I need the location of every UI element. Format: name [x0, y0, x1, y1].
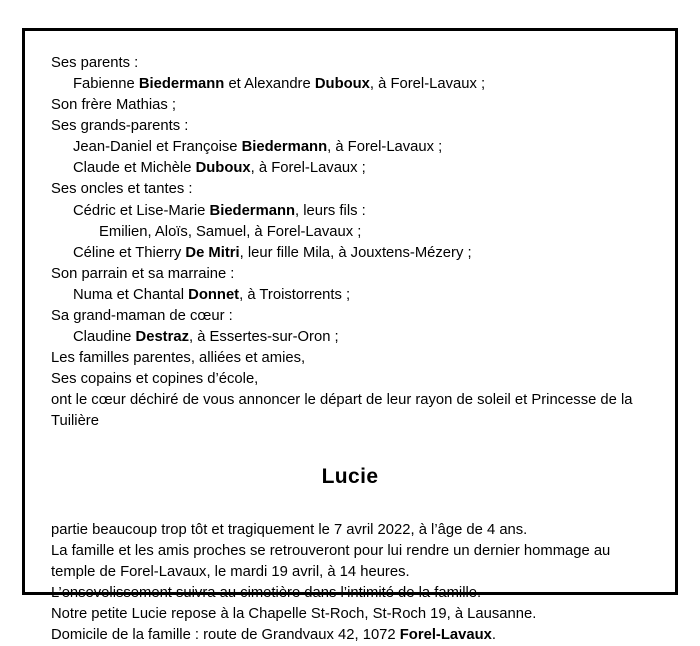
text-run: Emilien, Aloïs, Samuel, à Forel-Lavaux ; — [99, 223, 362, 240]
family-line — [51, 158, 649, 179]
text-run: , à Troistorrents ; — [239, 286, 351, 303]
text-run: Cédric et Lise-Marie — [73, 202, 210, 219]
family-line — [51, 53, 649, 74]
family-line — [51, 327, 649, 348]
text-run: La famille et les amis proches se retrouveront pour lui rendre un dernier hommage au temple de Forel-Lavaux, le mardi 19 avril, à 14 heures. — [51, 543, 615, 581]
closing-line — [51, 604, 649, 625]
emphasis-text: De Mitri — [185, 244, 240, 261]
deceased-name: Lucie — [321, 465, 379, 489]
text-run: Claudine — [73, 329, 136, 346]
text-run: Notre petite Lucie repose à la Chapelle St-Roch, St-Roch 19, à Lausanne. — [51, 606, 537, 623]
family-line — [51, 179, 649, 200]
family-listing — [51, 53, 649, 432]
family-line — [51, 243, 649, 264]
text-run: Les familles parentes, alliées et amies, — [51, 350, 306, 367]
text-run: Sa grand-maman de cœur : — [51, 307, 233, 324]
text-run: Ses oncles et tantes : — [51, 181, 193, 198]
emphasis-text: Biedermann — [138, 76, 225, 93]
notice-body — [25, 31, 675, 646]
family-line — [51, 369, 649, 390]
text-run: Ses parents : — [51, 55, 139, 71]
emphasis-text: Destraz — [135, 329, 189, 346]
closing-line — [51, 520, 649, 541]
family-line — [51, 390, 649, 432]
text-run: partie beaucoup trop tôt et tragiquement le 7 avril 2022, à l’âge de 4 ans. — [51, 522, 528, 539]
text-run: Numa et Chantal — [73, 286, 189, 303]
text-run: et Alexandre — [224, 76, 315, 93]
emphasis-text: Forel-Lavaux — [399, 627, 492, 644]
text-run: , à Forel-Lavaux ; — [369, 76, 486, 93]
family-line — [51, 137, 649, 158]
family-line — [51, 201, 649, 222]
text-run: Fabienne — [73, 76, 139, 93]
emphasis-text: Duboux — [195, 160, 251, 177]
death-notice-frame — [22, 28, 678, 644]
text-run: Jean-Daniel et Françoise — [73, 139, 242, 156]
closing-text — [51, 520, 649, 646]
family-line — [51, 95, 649, 116]
emphasis-text: Biedermann — [209, 202, 296, 219]
text-run: , à Forel-Lavaux ; — [327, 139, 443, 156]
text-run: Son frère Mathias ; — [51, 97, 177, 114]
text-run: Son parrain et sa marraine : — [51, 265, 235, 282]
text-run: Céline et Thierry — [73, 244, 186, 261]
emphasis-text: Donnet — [188, 286, 240, 303]
text-run: L’ensevelissement suivra au cimetière dans l’intimité de la famille. — [51, 585, 482, 602]
text-run: Domicile de la famille : route de Grandvaux 42, 1072 — [51, 627, 400, 644]
text-run: . — [491, 627, 496, 644]
closing-line — [51, 625, 649, 646]
text-run: Ses copains et copines d’école, — [51, 371, 259, 388]
text-run: , leurs fils : — [295, 202, 366, 219]
text-run: , à Forel-Lavaux ; — [250, 160, 366, 177]
text-run: Claude et Michèle — [73, 160, 196, 177]
family-line — [51, 222, 649, 243]
closing-line — [51, 583, 649, 604]
text-run: , leur fille Mila, à Jouxtens-Mézery ; — [239, 244, 472, 261]
family-line — [51, 264, 649, 285]
text-run: ont le cœur déchiré de vous annoncer le départ de leur rayon de soleil et Princesse de la Tuilière — [51, 392, 637, 430]
closing-line — [51, 541, 649, 583]
family-line — [51, 74, 649, 95]
family-line — [51, 306, 649, 327]
text-run: , à Essertes-sur-Oron ; — [189, 329, 339, 346]
family-line — [51, 116, 649, 137]
family-line — [51, 285, 649, 306]
family-line — [51, 348, 649, 369]
text-run: Ses grands-parents : — [51, 118, 189, 135]
emphasis-text: Biedermann — [241, 139, 328, 156]
emphasis-text: Duboux — [314, 76, 370, 93]
